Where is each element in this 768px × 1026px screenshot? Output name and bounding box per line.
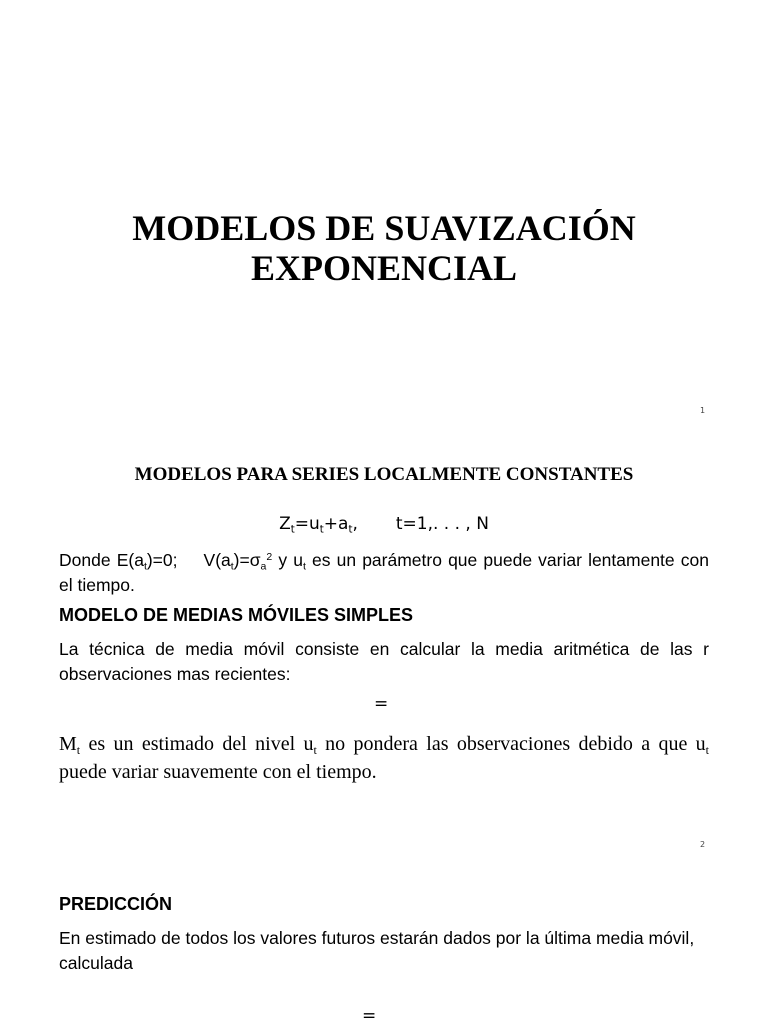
prediction-paragraph: En estimado de todos los valores futuros estarán dados por la última media móvil, calculada (59, 928, 695, 973)
title-line-2: EXPONENCIAL (250, 248, 518, 288)
equation-placeholder: = (374, 694, 389, 714)
prediction-heading: PREDICCIÓN (59, 894, 173, 914)
tecnica-paragraph: La técnica de media móvil consiste en calcular la media aritmética de las r observaciones mas recientes: (59, 639, 709, 684)
title-line-1: MODELOS DE SUAVIZACIÓN (132, 208, 636, 248)
mt-paragraph: $M_t$ es un estimado del nivel $u_t$ no pondera las observaciones debido a que $u_t$ puede variar suavemente con el tiempo. (59, 733, 710, 783)
prediction-equation-placeholder: = (362, 1006, 377, 1026)
page-number-2: 2 (700, 840, 706, 849)
model-formula: $Z_t=u_t+a_t$, t=1,. . . , N (279, 514, 489, 536)
page-number-1: 1 (700, 406, 706, 415)
donde-paragraph: Donde $E(a_t)=0$; $V(a_t)=\sigma_a^2$ y $u_t$ es un parámetro que puede variar lentamente con el tiempo. (59, 550, 709, 595)
section-heading: MODELOS PARA SERIES LOCALMENTE CONSTANTES (134, 464, 634, 485)
slide-title (60, 208, 708, 288)
sma-heading: MODELO DE MEDIAS MÓVILES SIMPLES (59, 605, 414, 625)
